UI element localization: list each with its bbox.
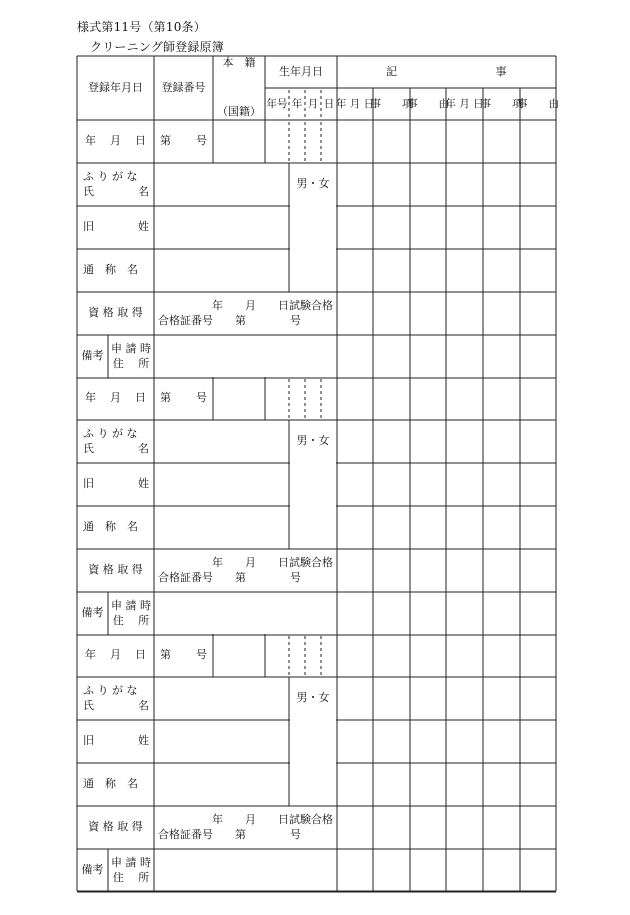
entry-2-exam-line: 年 月 日試験合格 bbox=[212, 555, 333, 569]
entry-1-furigana-name bbox=[77, 163, 154, 206]
ledger-title: クリーニング師登録原簿 bbox=[90, 40, 224, 54]
entry-3-qualification-label: 資 格 取 得 bbox=[88, 820, 143, 834]
entry-1-cert-line: 合格証番号 第 号 bbox=[158, 313, 301, 327]
entry-3-date-part: 月 bbox=[110, 648, 121, 662]
form-number: 様式第11号（第10条） bbox=[77, 20, 206, 34]
entry-1-address-at-application bbox=[108, 335, 154, 378]
entry-3-address-line-1: 申 請 時 bbox=[111, 855, 151, 869]
entry-2-registration-number bbox=[154, 377, 213, 420]
header-domicile-cell bbox=[213, 56, 265, 120]
entry-3-qualification-detail bbox=[158, 806, 333, 849]
entry-1-name-label: 氏 名 bbox=[83, 184, 149, 198]
header-year: 年 bbox=[291, 97, 303, 110]
header-month: 月 bbox=[307, 97, 319, 110]
header-domicile: 本 籍 bbox=[222, 56, 256, 69]
entry-1-former-surname: 旧 姓 bbox=[83, 220, 149, 234]
entry-3-registration-date bbox=[77, 634, 154, 677]
entry-3-cert-line: 合格証番号 第 号 bbox=[158, 827, 301, 841]
header-record-item-2: 事 項 bbox=[480, 97, 523, 110]
header-record-reason-1: 事 由 bbox=[407, 97, 449, 110]
entry-2-registration-date bbox=[77, 377, 154, 420]
entry-1-date-part: 日 bbox=[135, 134, 146, 148]
entry-2-remarks: 備考 bbox=[81, 606, 104, 620]
entry-1-qualification-detail bbox=[158, 292, 333, 335]
entry-2-name-label: 氏 名 bbox=[83, 441, 149, 455]
entry-3-furigana-label: ふ り が な bbox=[83, 683, 138, 697]
entry-2-sex: 男・女 bbox=[296, 434, 330, 448]
entry-1-address-line-1: 申 請 時 bbox=[111, 341, 151, 355]
entry-1-remarks: 備考 bbox=[81, 349, 104, 363]
entry-1-address-line-2: 住 所 bbox=[112, 356, 150, 370]
entry-2-date-part: 月 bbox=[110, 391, 121, 405]
entry-1-alias: 通 称 名 bbox=[83, 263, 138, 277]
entry-1-number-suffix: 号 bbox=[196, 134, 207, 148]
entry-1-date-part: 月 bbox=[110, 134, 121, 148]
entry-2-qualification-detail bbox=[158, 549, 333, 592]
entry-1-sex: 男・女 bbox=[296, 177, 330, 191]
entry-3-alias: 通 称 名 bbox=[83, 777, 138, 791]
entry-1-registration-number bbox=[154, 120, 213, 163]
entry-1-exam-line: 年 月 日試験合格 bbox=[212, 298, 333, 312]
entry-2-cert-line: 合格証番号 第 号 bbox=[158, 570, 301, 584]
entry-3-address-at-application bbox=[108, 849, 154, 892]
entry-3-name-label: 氏 名 bbox=[83, 698, 149, 712]
entry-2-address-line-2: 住 所 bbox=[112, 613, 150, 627]
header-registration-number: 登録番号 bbox=[161, 80, 206, 94]
header-record-item-1: 事 項 bbox=[370, 97, 413, 110]
entry-2-furigana-name bbox=[77, 420, 154, 463]
header-record-reason-2: 事 由 bbox=[517, 97, 559, 110]
entry-1-registration-date bbox=[77, 120, 154, 163]
entry-2-address-line-1: 申 請 時 bbox=[111, 598, 151, 612]
header-birth-date: 生年月日 bbox=[279, 64, 323, 78]
entry-3-date-part: 日 bbox=[135, 648, 146, 662]
entry-3-sex: 男・女 bbox=[296, 691, 330, 705]
entry-3-registration-number bbox=[154, 634, 213, 677]
entry-3-former-surname: 旧 姓 bbox=[83, 734, 149, 748]
entry-2-qualification-label: 資 格 取 得 bbox=[88, 563, 143, 577]
entry-1-date-part: 年 bbox=[85, 134, 96, 148]
entry-3-furigana-name bbox=[77, 677, 154, 720]
entry-2-number-suffix: 号 bbox=[196, 391, 207, 405]
header-record-date-1: 年 月 日 bbox=[335, 97, 375, 110]
entry-2-date-part: 日 bbox=[135, 391, 146, 405]
entry-2-former-surname: 旧 姓 bbox=[83, 477, 149, 491]
entry-2-address-at-application bbox=[108, 592, 154, 635]
entry-2-date-part: 年 bbox=[85, 391, 96, 405]
header-day: 日 bbox=[323, 97, 335, 110]
entry-3-remarks: 備考 bbox=[81, 863, 104, 877]
entry-3-number-prefix: 第 bbox=[160, 648, 171, 662]
header-record-date-2: 年 月 日 bbox=[445, 97, 484, 110]
entry-1-furigana-label: ふ り が な bbox=[83, 169, 138, 183]
entry-1-qualification-label: 資 格 取 得 bbox=[88, 306, 143, 320]
header-records-right: 事 bbox=[495, 64, 507, 78]
entry-1-number-prefix: 第 bbox=[160, 134, 171, 148]
entry-2-number-prefix: 第 bbox=[160, 391, 171, 405]
header-era: 年号 bbox=[266, 97, 288, 110]
header-nationality: （国籍） bbox=[217, 105, 261, 119]
entry-2-alias: 通 称 名 bbox=[83, 520, 138, 534]
entry-3-address-line-2: 住 所 bbox=[112, 870, 150, 884]
entry-2-furigana-label: ふ り が な bbox=[83, 426, 138, 440]
entry-3-number-suffix: 号 bbox=[196, 648, 207, 662]
header-registration-date: 登録年月日 bbox=[88, 80, 143, 94]
entry-3-exam-line: 年 月 日試験合格 bbox=[212, 812, 333, 826]
header-records-left: 記 bbox=[386, 64, 397, 78]
entry-3-date-part: 年 bbox=[85, 648, 96, 662]
